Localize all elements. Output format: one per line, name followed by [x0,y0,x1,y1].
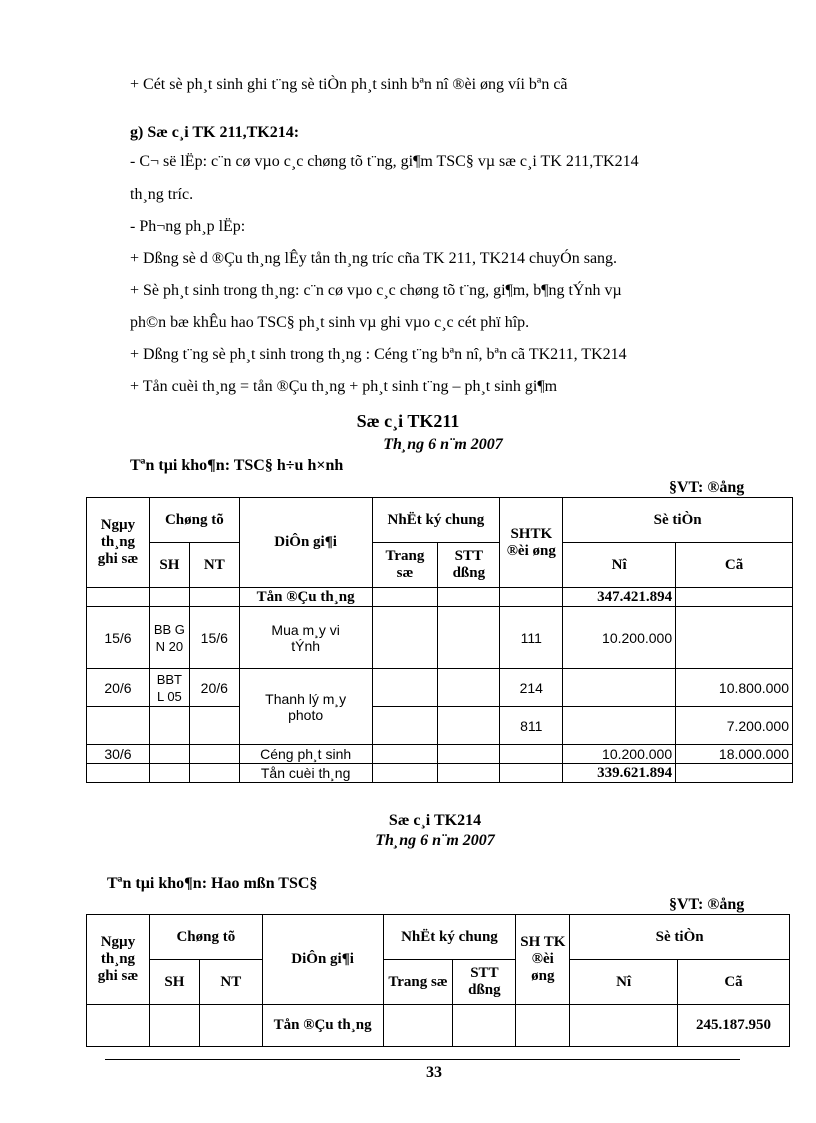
cell-desc: Céng ph¸t sinh [239,745,372,764]
page-number: 33 [426,1064,442,1081]
cell-debit: 339.621.894 [563,764,676,783]
header-description: DiÔn gi¶i [262,915,383,1005]
cell-sh [149,745,189,764]
ledger1-period: Th¸ng 6 n¨m 2007 [383,436,503,453]
cell-credit: 10.800.000 [676,669,793,707]
paragraph-opening: + Dßng sè d ®Çu th¸ng lÊy tån th¸ng tríc cña TK 211, TK214 chuyÓn sang. [130,250,618,267]
cell-desc: Mua m¸y vi tÝnh [239,607,372,669]
header-nt: NT [189,543,239,588]
table-row [87,764,793,783]
header-nt: NT [199,960,262,1005]
cell-desc: Thanh lý m¸y photo [239,669,372,745]
cell-desc: Tån cuèi th¸ng [239,764,372,783]
table-row [87,607,793,669]
cell-credit: 245.187.950 [678,1005,790,1047]
header-page: Trang sæ [372,543,438,588]
cell-sh [149,764,189,783]
ledger1-title: Sæ c¸i TK211 [356,411,460,431]
header-sh: SH [149,960,199,1005]
ledger2-table [86,914,790,1047]
header-date: Ngµy th¸ng ghi sæ [87,915,150,1005]
cell-debit [563,669,676,707]
cell-nt [189,764,239,783]
cell-desc: Tån ®Çu th¸ng [239,588,372,607]
cell-page [372,607,438,669]
paragraph-method: - Ph¬ng ph¸p lËp: [130,218,246,235]
paragraph-total: + Dßng t¨ng sè ph¸t sinh trong th¸ng : Céng t¨ng bªn nî, bªn cã TK211, TK214 [130,346,627,363]
cell-desc: Tån ®Çu th¸ng [262,1005,383,1047]
cell-contra [500,745,563,764]
cell-page [372,764,438,783]
cell-nt [189,745,239,764]
cell-page [372,588,438,607]
header-amount: Sè tiÒn [570,915,790,960]
header-sh: SH [149,543,189,588]
cell-credit: 7.200.000 [676,707,793,745]
cell-line [438,588,500,607]
ledger1-unit: §VT: ®ång [669,479,745,496]
header-voucher: Chøng tõ [149,915,262,960]
header-amount: Sè tiÒn [563,498,793,543]
cell-contra: 111 [500,607,563,669]
cell-credit [676,588,793,607]
section-heading: g) Sæ c¸i TK 211,TK214: [130,124,300,141]
cell-nt [189,707,239,745]
cell-page [372,669,438,707]
cell-sh: BBT L 05 [149,669,189,707]
cell-date: 20/6 [87,669,150,707]
cell-line [453,1005,516,1047]
header-line: STT dßng [438,543,500,588]
paragraph-basis: - C¬ së lËp: c¨n cø vµo c¸c chøng tõ t¨ng, gi¶m TSC§ vµ sæ c¸i TK 211,TK214 [130,153,639,170]
cell-date: 30/6 [87,745,150,764]
cell-sh [149,588,189,607]
header-journal: NhËt ký chung [383,915,516,960]
cell-nt: 15/6 [189,607,239,669]
cell-contra [500,588,563,607]
cell-credit [676,607,793,669]
table-row [87,1005,790,1047]
cell-sh [149,1005,199,1047]
table-row [87,745,793,764]
cell-date [87,764,150,783]
header-journal: NhËt ký chung [372,498,500,543]
cell-nt: 20/6 [189,669,239,707]
paragraph-arising: + Sè ph¸t sinh trong th¸ng: c¨n cø vµo c¸c chøng tõ t¨ng, gi¶m, b¶ng tÝnh vµ [130,282,622,299]
header-page: Trang sæ [383,960,453,1005]
cell-debit: 10.200.000 [563,745,676,764]
cell-contra [516,1005,570,1047]
table-row [87,707,793,745]
cell-line [438,707,500,745]
ledger1-account-name: Tªn tµi kho¶n: TSC§ h÷u h×nh [130,457,344,474]
cell-line [438,764,500,783]
cell-page [372,745,438,764]
cell-credit [676,764,793,783]
paragraph-basis-cont: th¸ng tríc. [130,186,194,203]
cell-date: 15/6 [87,607,150,669]
cell-sh: BB GN 20 [149,607,189,669]
paragraph-arising-cont: ph©n bæ khÊu hao TSC§ ph¸t sinh vµ ghi vµo c¸c cét phï hîp. [130,314,530,331]
cell-debit [563,707,676,745]
header-contra-account: SH TK ®èi øng [516,915,570,1005]
ledger2-title: Sæ c¸i TK214 [388,812,482,829]
cell-debit: 10.200.000 [563,607,676,669]
header-credit: Cã [678,960,790,1005]
cell-line [438,745,500,764]
cell-sh [149,707,189,745]
cell-date [87,1005,150,1047]
ledger2-period: Th¸ng 6 n¨m 2007 [375,832,495,849]
header-date: Ngµy th¸ng ghi sæ [87,498,150,588]
header-debit: Nî [570,960,678,1005]
paragraph-closing: + Tån cuèi th¸ng = tån ®Çu th¸ng + ph¸t sinh t¨ng – ph¸t sinh gi¶m [130,378,558,395]
header-line: STT dßng [453,960,516,1005]
header-description: DiÔn gi¶i [239,498,372,588]
cell-credit: 18.000.000 [676,745,793,764]
table-row [87,669,793,707]
cell-debit: 347.421.894 [563,588,676,607]
cell-date [87,707,150,745]
cell-page [372,707,438,745]
cell-nt [199,1005,262,1047]
cell-debit [570,1005,678,1047]
paragraph-1: + Cét sè ph¸t sinh ghi t¨ng sè tiÒn ph¸t sinh bªn nî ®èi øng víi bªn cã [130,76,568,93]
ledger2-account-name: Tªn tµi kho¶n: Hao mßn TSC§ [107,875,318,892]
cell-page [383,1005,453,1047]
header-voucher: Chøng tõ [149,498,239,543]
cell-line [438,669,500,707]
cell-date [87,588,150,607]
ledger2-unit: §VT: ®ång [669,896,745,913]
header-debit: Nî [563,543,676,588]
header-credit: Cã [676,543,793,588]
table-row [87,588,793,607]
cell-contra [500,764,563,783]
cell-nt [189,588,239,607]
header-contra-account: SHTK ®èi øng [500,498,563,588]
ledger1-table [86,497,793,783]
cell-contra: 214 [500,669,563,707]
footer-rule [105,1059,740,1060]
cell-line [438,607,500,669]
cell-contra: 811 [500,707,563,745]
